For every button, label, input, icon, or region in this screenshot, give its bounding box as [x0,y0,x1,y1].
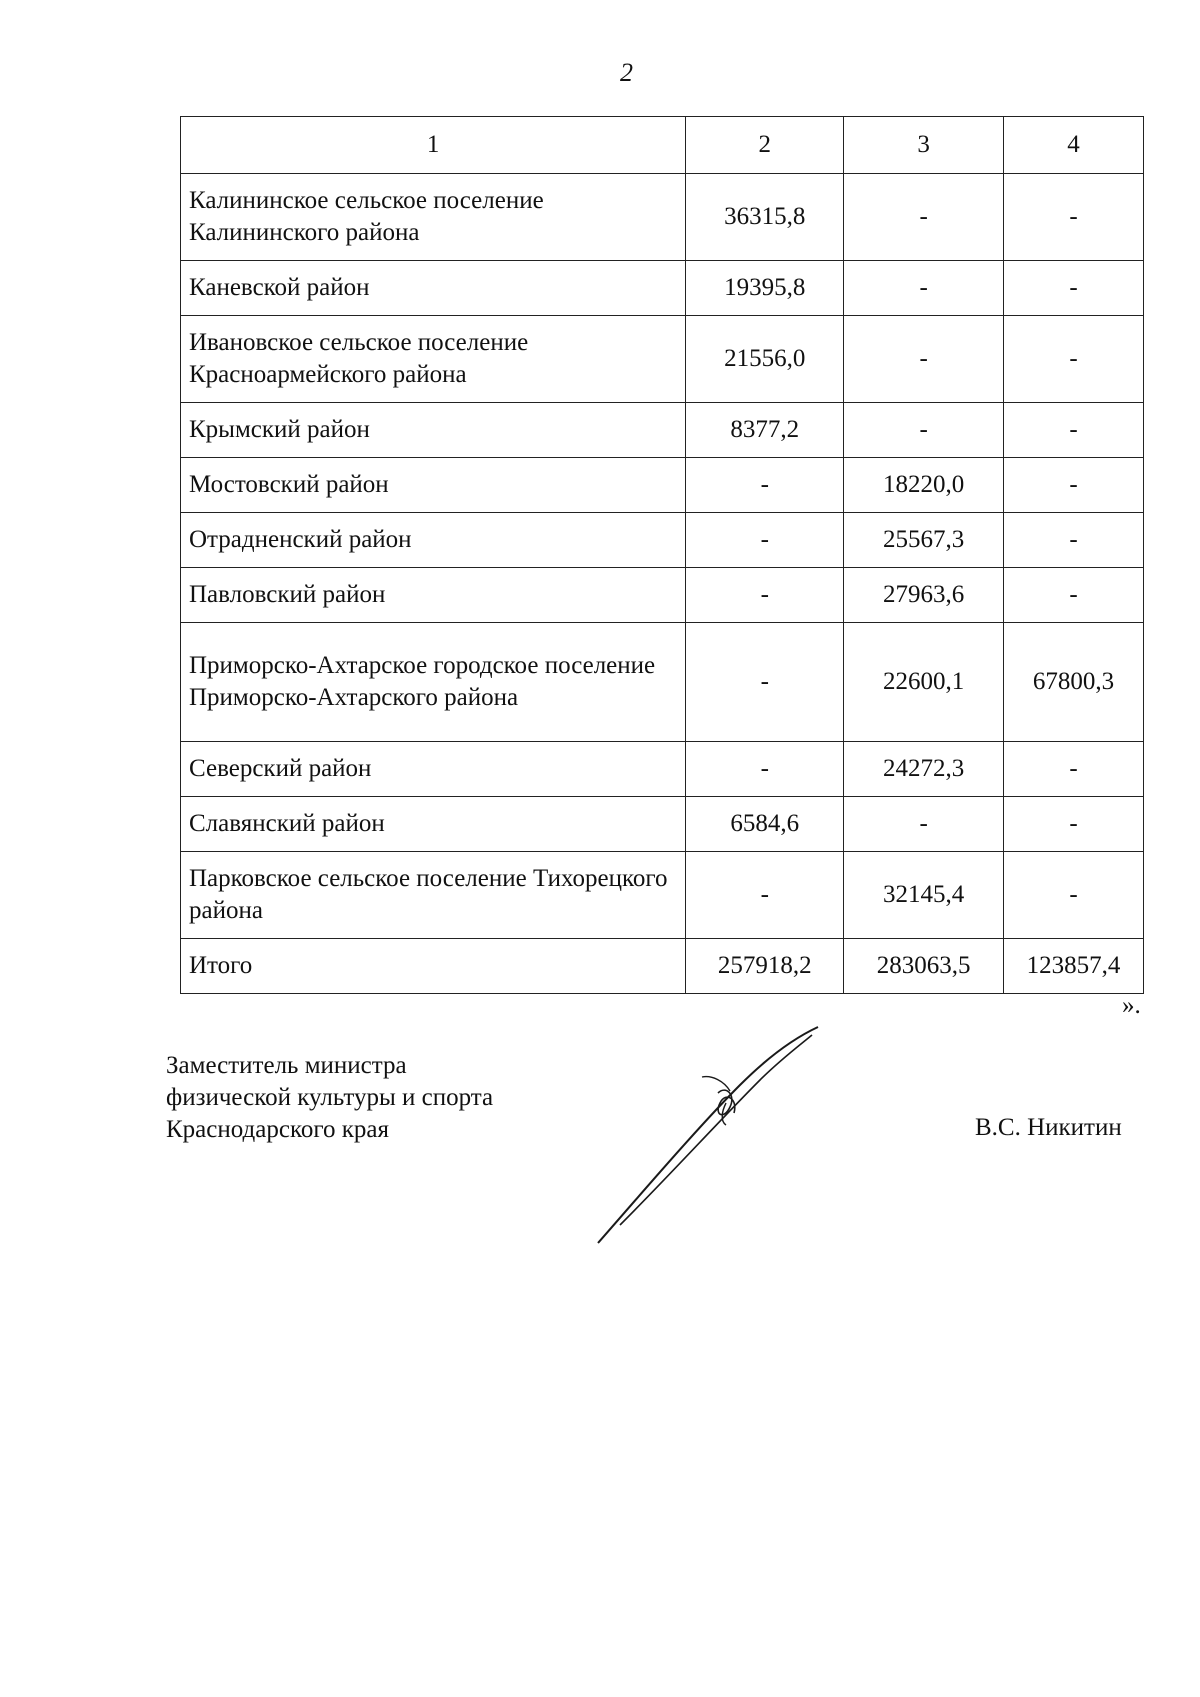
row-value-col3: - [844,261,1004,316]
allocation-table [180,116,1144,994]
row-name: Приморско-Ахтарское городское поселение Приморско-Ахтарского района [181,623,686,742]
row-value-col4: - [1004,797,1144,852]
row-value-col4: - [1004,568,1144,623]
total-value-col3: 283063,5 [844,939,1004,994]
table-row [181,513,1144,568]
table-row [181,174,1144,261]
row-value-col2: - [686,742,844,797]
row-value-col3: 18220,0 [844,458,1004,513]
table-row [181,797,1144,852]
row-value-col3: - [844,403,1004,458]
row-name: Мостовский район [181,458,686,513]
row-value-col4: - [1004,316,1144,403]
handwritten-signature [590,1025,830,1250]
row-value-col4: - [1004,852,1144,939]
row-value-col3: 27963,6 [844,568,1004,623]
table-row [181,316,1144,403]
table-row [181,742,1144,797]
row-value-col4: 67800,3 [1004,623,1144,742]
column-header-4: 4 [1004,117,1144,174]
total-value-col2: 257918,2 [686,939,844,994]
row-value-col4: - [1004,261,1144,316]
row-value-col2: 8377,2 [686,403,844,458]
table-row [181,852,1144,939]
total-value-col4: 123857,4 [1004,939,1144,994]
table-row [181,568,1144,623]
row-value-col3: 22600,1 [844,623,1004,742]
row-value-col4: - [1004,513,1144,568]
row-value-col2: 19395,8 [686,261,844,316]
row-value-col3: 32145,4 [844,852,1004,939]
table-total-row [181,939,1144,994]
column-header-2: 2 [686,117,844,174]
table-row [181,623,1144,742]
row-name: Павловский район [181,568,686,623]
page-number: 2 [620,58,633,87]
position-line: физической культуры и спорта [166,1084,494,1111]
row-name: Каневской район [181,261,686,316]
row-name: Северский район [181,742,686,797]
table-row [181,261,1144,316]
row-name: Ивановское сельское поселение Красноармейского района [181,316,686,403]
row-name: Крымский район [181,403,686,458]
row-value-col2: 21556,0 [686,316,844,403]
row-value-col3: 25567,3 [844,513,1004,568]
row-value-col4: - [1004,174,1144,261]
position-line: Краснодарского края [166,1116,389,1143]
row-value-col2: - [686,623,844,742]
closing-quote: ». [1122,992,1141,1019]
row-name: Отрадненский район [181,513,686,568]
table-header-row [181,117,1144,174]
position-line: Заместитель министра [166,1052,407,1079]
row-value-col3: - [844,174,1004,261]
row-value-col2: - [686,458,844,513]
row-value-col2: 36315,8 [686,174,844,261]
row-value-col4: - [1004,403,1144,458]
row-name: Славянский район [181,797,686,852]
row-value-col2: - [686,568,844,623]
row-name: Парковское сельское поселение Тихорецкого района [181,852,686,939]
row-value-col2: 6584,6 [686,797,844,852]
column-header-3: 3 [844,117,1004,174]
signatory-position [166,1050,493,1146]
row-value-col3: 24272,3 [844,742,1004,797]
total-label: Итого [181,939,686,994]
table-row [181,458,1144,513]
row-value-col3: - [844,316,1004,403]
column-header-1: 1 [181,117,686,174]
row-name: Калининское сельское поселение Калининского района [181,174,686,261]
row-value-col4: - [1004,742,1144,797]
table-row [181,403,1144,458]
row-value-col3: - [844,797,1004,852]
row-value-col2: - [686,852,844,939]
row-value-col4: - [1004,458,1144,513]
row-value-col2: - [686,513,844,568]
signer-name: В.С. Никитин [975,1114,1122,1141]
